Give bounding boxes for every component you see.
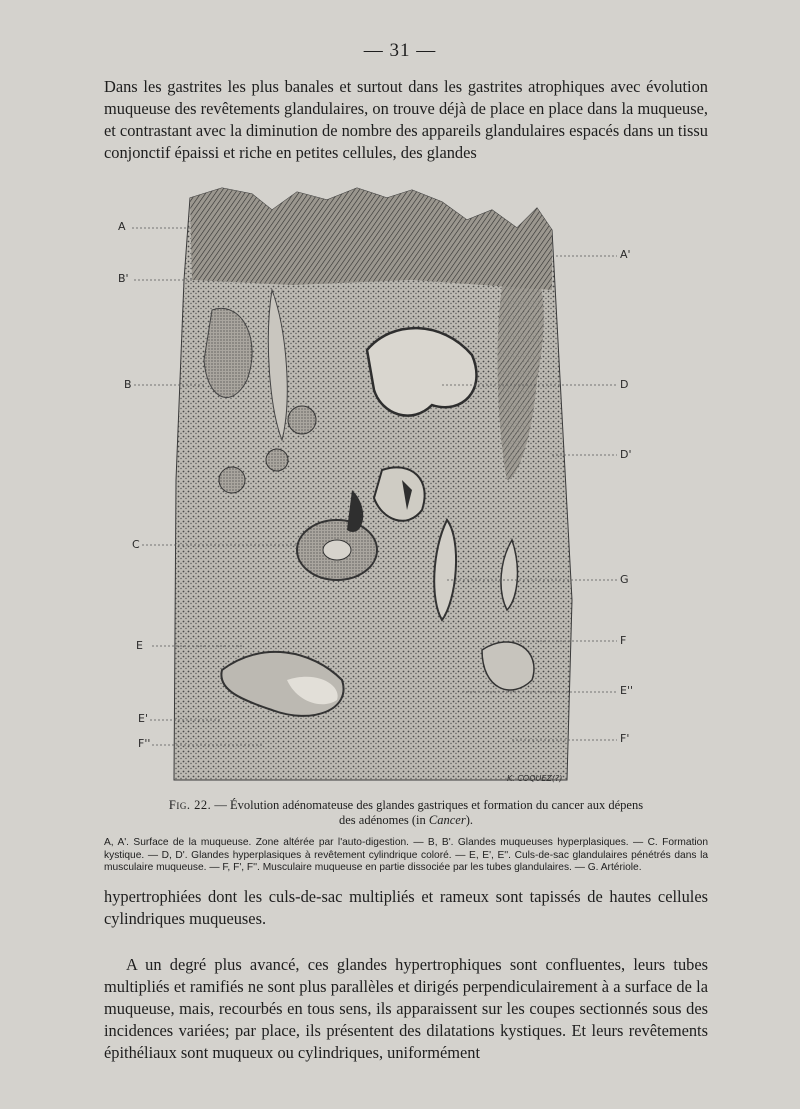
- caption-italic: Cancer: [428, 813, 466, 827]
- illustrator-credit: K. COQUEZ(?): [507, 774, 563, 783]
- label-e: E: [136, 639, 143, 652]
- label-f: F: [620, 634, 627, 647]
- caption-line-2b: ).: [465, 813, 473, 827]
- paragraph-top: Dans les gastrites les plus banales et surtout dans les gastrites atrophiques avec évolution muqueuse des revêtements glandulaires, on trouve déjà de place en place dans la muqueuse, et contrastant avec la diminution de nombre des appareils glandulaires espacés dans un tissu conjonctif épaissi et riche en petites cellules, des glandes: [104, 77, 708, 162]
- label-d-prime: D': [620, 448, 632, 461]
- caption-line-2a: des adénomes (in: [338, 813, 429, 827]
- label-f-prime: F': [620, 732, 630, 745]
- page-number: — 31 —: [363, 40, 437, 61]
- label-a: A: [118, 220, 126, 233]
- label-g: G: [620, 573, 629, 586]
- label-f-double-prime: F'': [138, 737, 151, 750]
- label-b-prime: B': [118, 272, 129, 285]
- label-c: C: [132, 538, 140, 551]
- label-e-prime: E': [138, 712, 148, 725]
- paragraph-bottom-1: hypertrophiées dont les culs-de-sac multipliés et rameux sont tapissés de hautes cellules cylindriques muqueuses.: [104, 887, 708, 928]
- histology-illustration: [112, 180, 672, 788]
- histology-figure: [112, 180, 672, 788]
- figure-number: Fig. 22.: [168, 798, 212, 812]
- caption-line-1: — Évolution adénomateuse des glandes gastriques et formation du cancer aux dépens: [214, 798, 644, 812]
- label-b: B: [124, 378, 132, 391]
- label-d: D: [620, 378, 629, 391]
- figure-caption-title: [104, 798, 708, 828]
- label-a-prime: A': [620, 248, 631, 261]
- label-e-double-prime: E'': [620, 684, 633, 697]
- figure-legend: A, A'. Surface de la muqueuse. Zone altérée par l'auto-digestion. — B, B'. Glandes muqueuses hyperplasiques. — C. Formation kystique. — D, D'. Glandes hyperplasiques à revêtement cylindrique coloré. — E, E', E''. Culs-de-sac glandulaires pénétrés dans la musculaire muqueuse. — F, F', F''. Musculaire muqueuse en partie dissociée par les tubes glandulaires. — G. Artériole.: [104, 837, 708, 873]
- paragraph-bottom-2: A un degré plus avancé, ces glandes hypertrophiques sont confluentes, leurs tubes multipliés et ramifiés ne sont plus parallèles et dirigés perpendiculairement à a surface de la muqueuse, mais, recourbés en tous sens, ils apparaissent sur les coupes sectionnés sous des incidences variées; par place, ils présentent des dilatations kystiques. Et leurs revêtements épithéliaux sont muqueux ou cylindriques, uniformément: [104, 955, 708, 1062]
